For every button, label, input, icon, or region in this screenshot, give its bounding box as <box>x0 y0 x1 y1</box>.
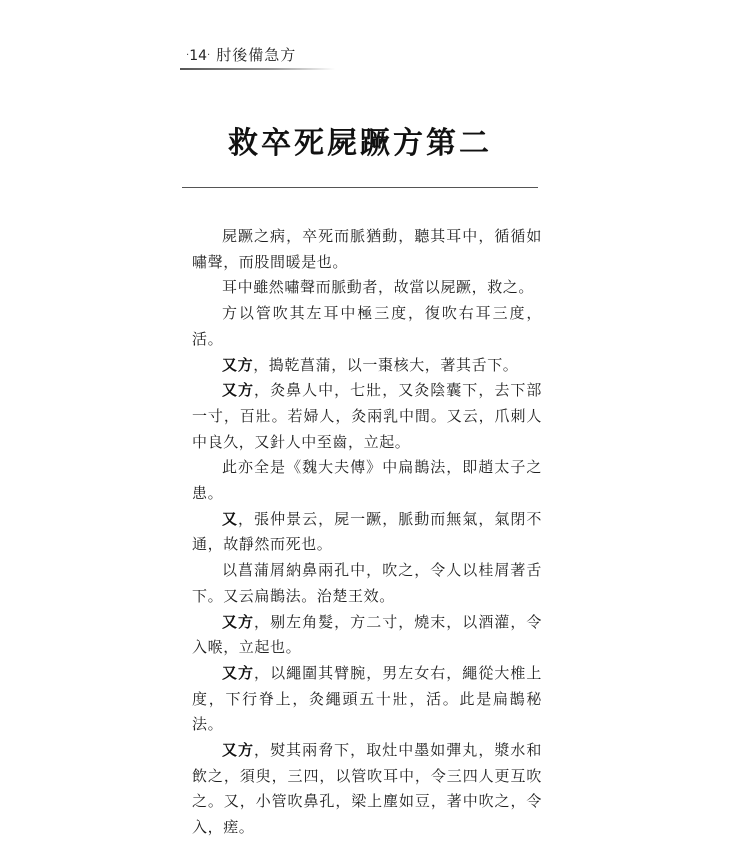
running-header <box>186 44 316 70</box>
paragraph: 以菖蒲屑納鼻兩孔中，吹之，令人以桂屑著舌下。又云扁鵲法。治楚王效。 <box>192 561 542 605</box>
paragraph: 屍蹶之病，卒死而脈猶動，聽其耳中，循循如嘯聲，而股間暖是也。 <box>192 227 542 271</box>
paragraph: 又方，剔左角髮，方二寸，燒末，以酒灌，令入喉，立起也。 <box>192 612 542 657</box>
paragraph: 又方，灸鼻人中，七壯，又灸陰囊下，去下部一寸，百壯。若婦人，灸兩乳中間。又云，爪刺人中良久，又針人中至齒，立起。 <box>192 381 542 451</box>
title-rule <box>182 187 538 188</box>
paragraph: 此亦全是《魏大夫傳》中扁鵲法，即趙太子之患。 <box>192 458 542 503</box>
lead-term: 又 <box>222 509 239 528</box>
dot-separator-right: · <box>207 50 211 61</box>
header-rule <box>180 68 335 70</box>
body-text <box>192 224 542 841</box>
page-number: 14 <box>189 48 208 64</box>
lead-term: 又方 <box>222 663 255 682</box>
paragraph: 耳中雖然嘯聲而脈動者，故當以屍蹶，救之。 <box>222 278 535 297</box>
paragraph: 又方，熨其兩脅下，取灶中墨如彈丸，漿水和飲之，須臾，三四，以管吹耳中，令三四人更互吹之。又，小管吹鼻孔，梁上塵如豆，著中吹之，令入，瘥。 <box>192 741 542 837</box>
paragraph: 方以管吹其左耳中極三度，復吹右耳三度，活。 <box>192 304 542 348</box>
chapter-title: 救卒死屍蹶方第二 <box>228 126 492 161</box>
paragraph: 又方，以繩圍其臂腕，男左女右，繩從大椎上度，下行脊上，灸繩頭五十壯，活。此是扁鵲秘法。 <box>192 663 542 734</box>
paragraph: 又方，搗乾菖蒲，以一棗核大，著其舌下。 <box>222 355 519 374</box>
lead-term: 又方 <box>222 741 255 760</box>
paragraph: 又，張仲景云，屍一蹶，脈動而無氣，氣閉不通，故靜然而死也。 <box>192 509 542 554</box>
lead-term: 又方 <box>222 355 254 374</box>
lead-term: 又方 <box>222 381 255 400</box>
dot-separator-left: · <box>186 50 190 61</box>
lead-term: 又方 <box>222 612 255 631</box>
book-title: 肘後備急方 <box>216 46 297 64</box>
